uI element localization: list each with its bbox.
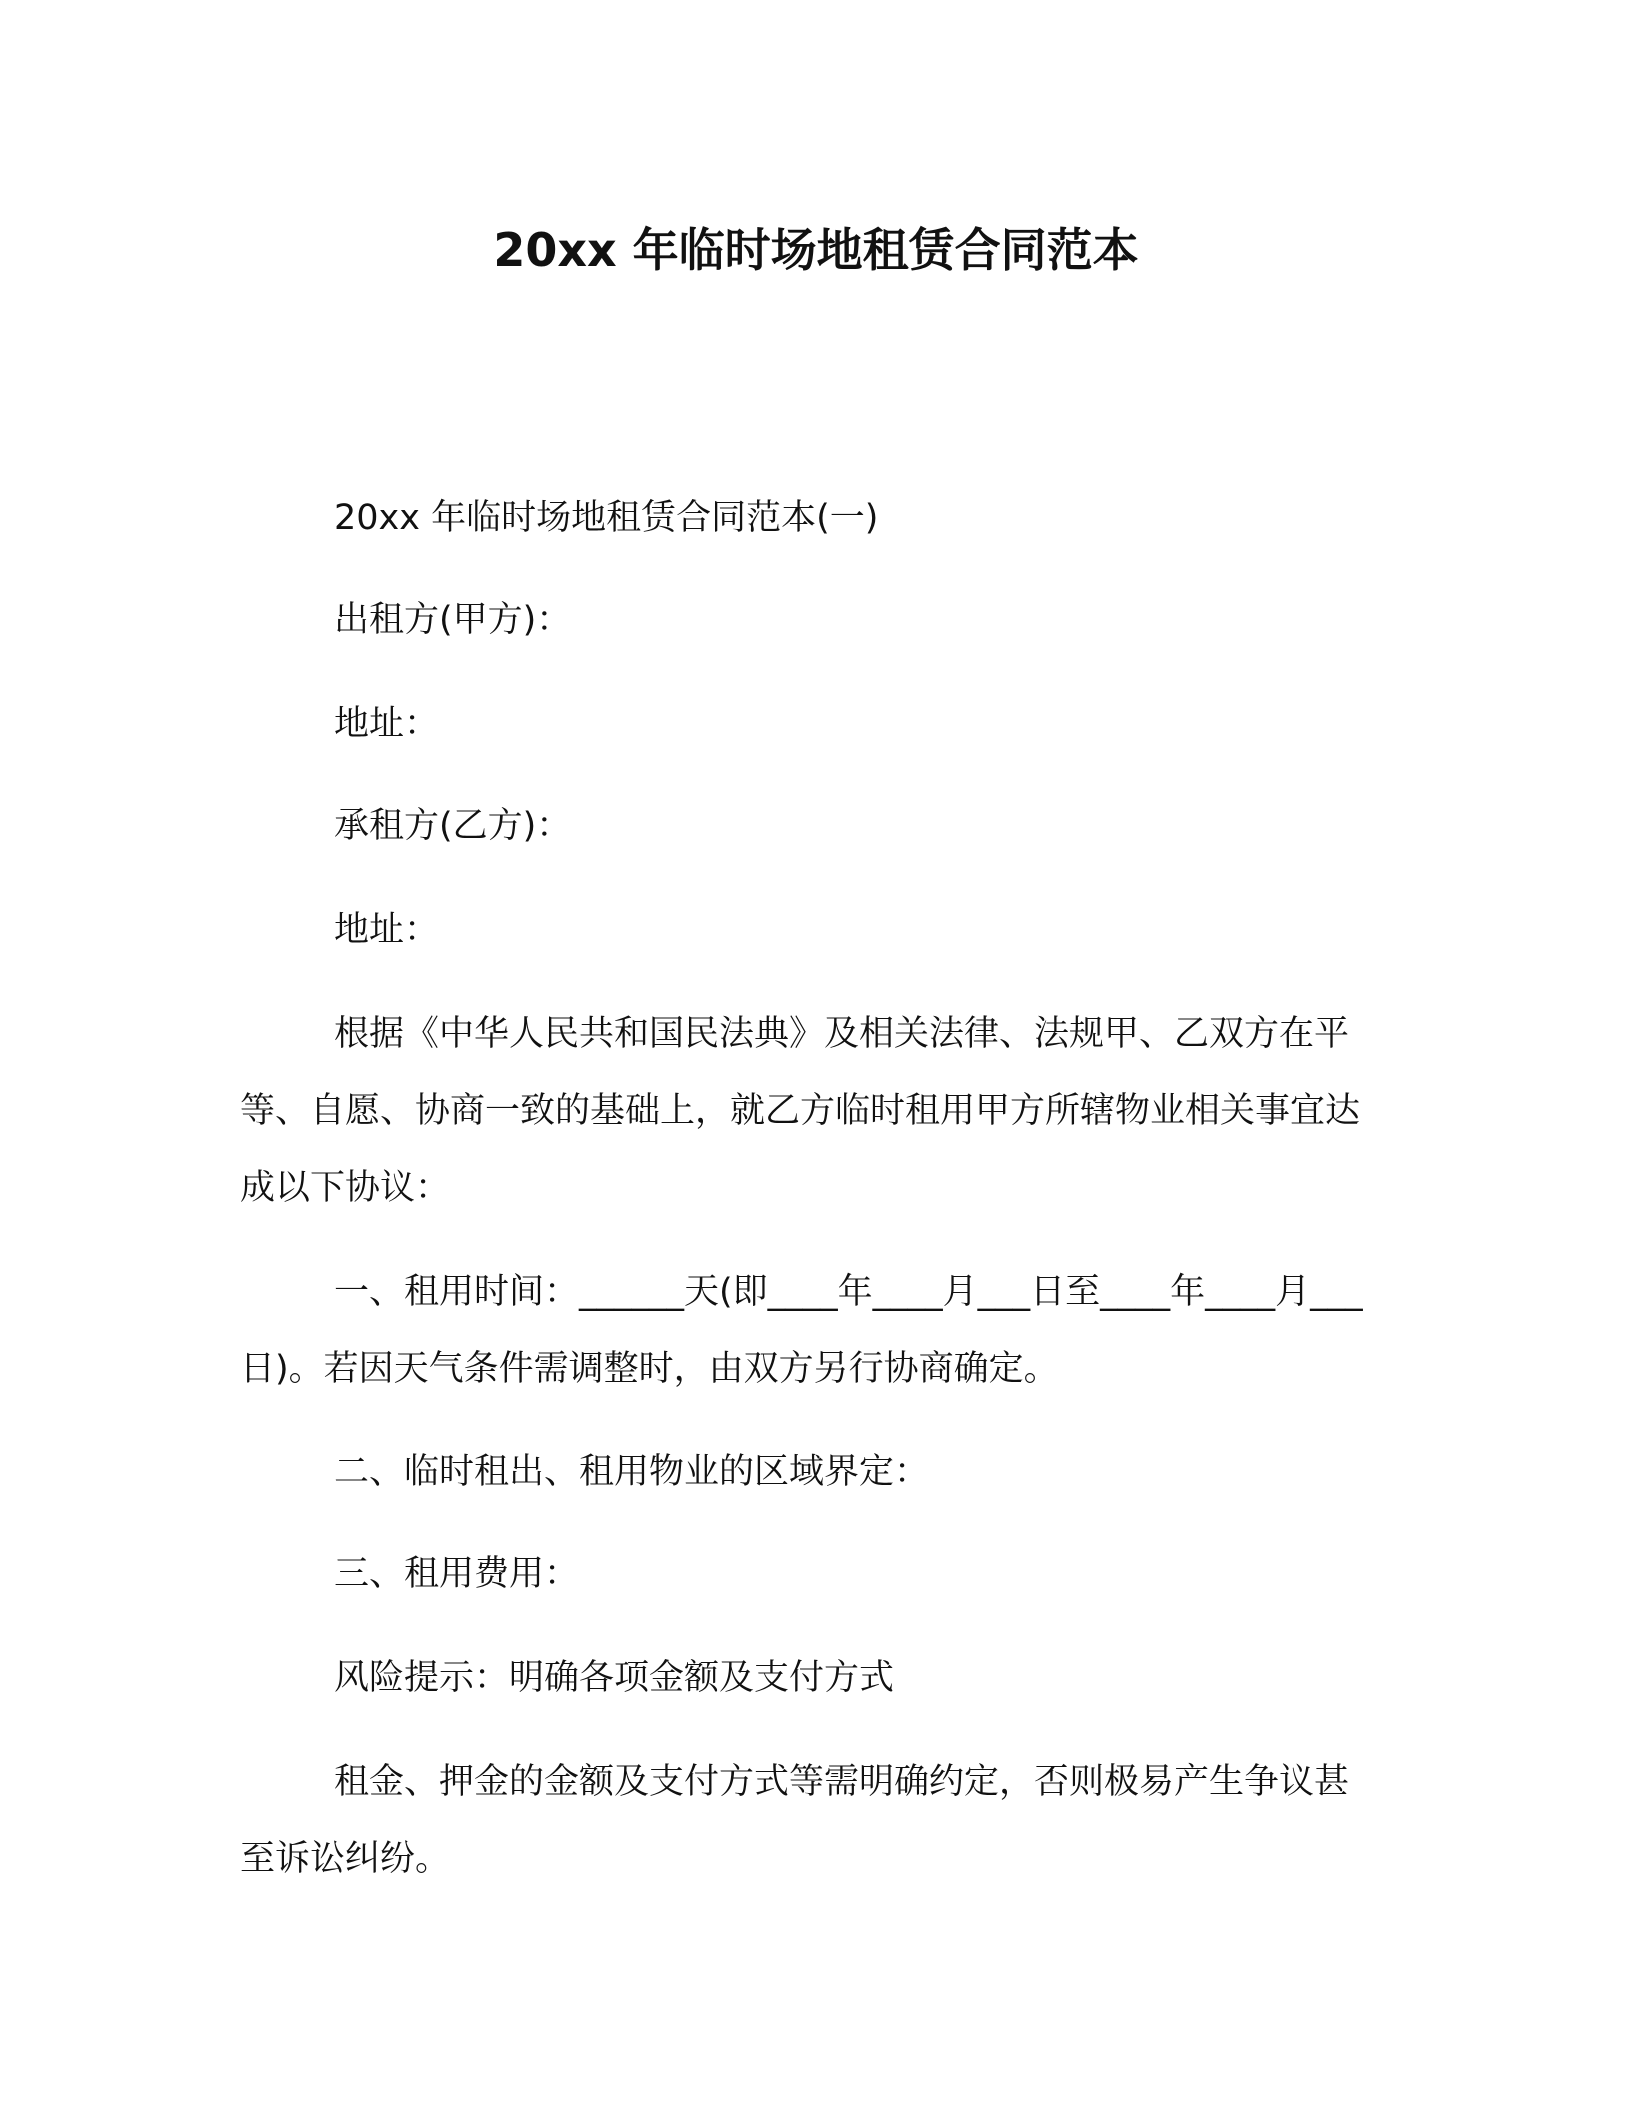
- document-title: 20xx 年临时场地租赁合同范本: [493, 223, 1139, 277]
- lessee-label: 承租方(乙方)：: [334, 806, 572, 846]
- preamble-paragraph: 根据《中华人民共和国民法典》及相关法律、法规甲、乙双方在平等、自愿、协商一致的基础上，就乙方临时租用甲方所辖物业相关事宜达成以下协议：: [240, 1014, 1361, 1208]
- document-subtitle: 20xx 年临时场地租赁合同范本(一): [334, 498, 879, 538]
- risk-detail-paragraph: 租金、押金的金额及支付方式等需明确约定，否则极易产生争议甚至诉讼纠纷。: [240, 1762, 1350, 1879]
- clause-rental-fee: 三、租用费用：: [334, 1554, 580, 1594]
- clause-area-definition: 二、临时租出、租用物业的区域界定：: [334, 1452, 930, 1492]
- risk-tip: 风险提示：明确各项金额及支付方式: [334, 1658, 895, 1698]
- lessor-address-label: 地址：: [334, 704, 440, 744]
- lessee-address-label: 地址：: [334, 910, 440, 950]
- clause-rental-period: 一、租用时间：______天(即____年____月___日至____年____月___日)。若因天气条件需调整时，由双方另行协商确定。: [240, 1272, 1363, 1389]
- lessor-label: 出租方(甲方)：: [334, 600, 572, 640]
